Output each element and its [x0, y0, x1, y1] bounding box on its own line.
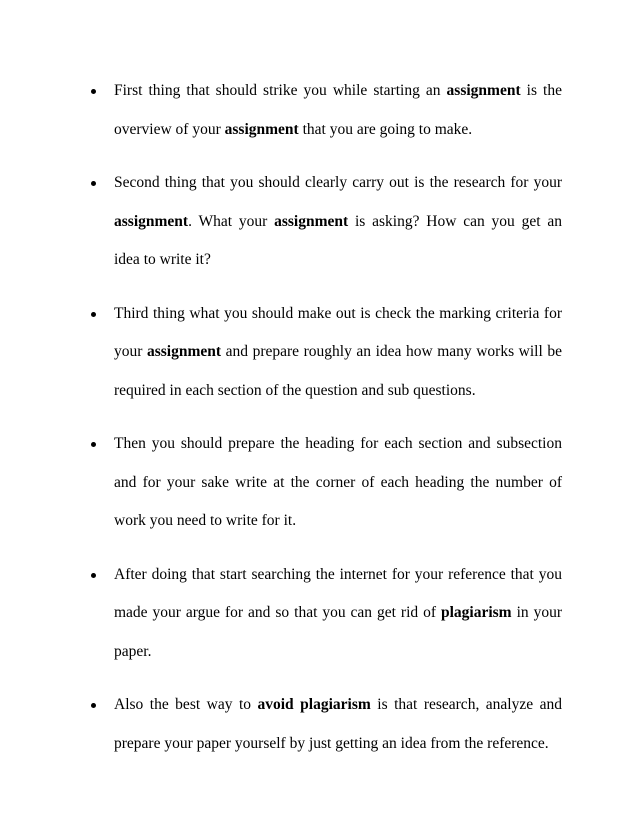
bold-keyword: assignment — [146, 343, 222, 360]
bullet-text — [114, 82, 562, 138]
bullet-dot-icon — [91, 181, 96, 186]
bullet-item — [91, 556, 562, 672]
text-segment: that you are going to make. — [298, 120, 473, 138]
bullet-item — [91, 425, 562, 541]
bullet-dot-icon — [91, 442, 96, 447]
bullet-dot-icon — [91, 573, 96, 578]
text-segment: is asking? How can you get an idea to write it? — [114, 212, 562, 268]
bold-keyword: assignment — [446, 82, 521, 99]
text-segment: is the overview of your — [114, 82, 562, 138]
bullet-dot-icon — [91, 703, 96, 708]
text-segment: Third thing what you should make out is check the marking criteria for your — [114, 304, 562, 360]
text-segment: . What your — [188, 212, 275, 230]
bullet-item — [91, 686, 562, 763]
text-segment: in your paper. — [114, 604, 563, 660]
text-segment: and prepare roughly an idea how many works will be required in each section of the question and sub questions. — [114, 343, 562, 399]
bullet-text — [114, 435, 562, 529]
bullet-text — [114, 566, 562, 660]
bold-keyword: plagiarism — [440, 604, 512, 621]
text-segment: Then you should prepare the heading for each section and subsection and for your sake write at the corner of each heading the number of work you need to write for it. — [114, 435, 562, 529]
bold-keyword: assignment — [114, 212, 189, 230]
bold-keyword: assignment — [224, 120, 299, 138]
bullet-item — [91, 164, 562, 280]
bullet-text — [114, 305, 562, 399]
bold-keyword: avoid plagiarism — [257, 696, 371, 713]
bullet-text — [114, 174, 562, 268]
bullet-item — [91, 295, 562, 411]
bullet-text — [114, 696, 562, 752]
bullet-list — [91, 72, 562, 778]
text-segment: Second thing that you should clearly carry out is the research for your — [114, 174, 562, 191]
bullet-item — [91, 72, 562, 149]
bullet-dot-icon — [91, 89, 96, 94]
text-segment: Also the best way to — [114, 696, 258, 713]
text-segment: First thing that should strike you while starting an — [114, 82, 447, 99]
text-segment: After doing that start searching the internet for your reference that you made your argue for and so that you can get rid of — [114, 565, 562, 621]
bold-keyword: assignment — [274, 212, 349, 230]
text-segment: is that research, analyze and prepare your paper yourself by just getting an idea from the reference. — [114, 696, 562, 752]
bullet-dot-icon — [91, 312, 96, 317]
